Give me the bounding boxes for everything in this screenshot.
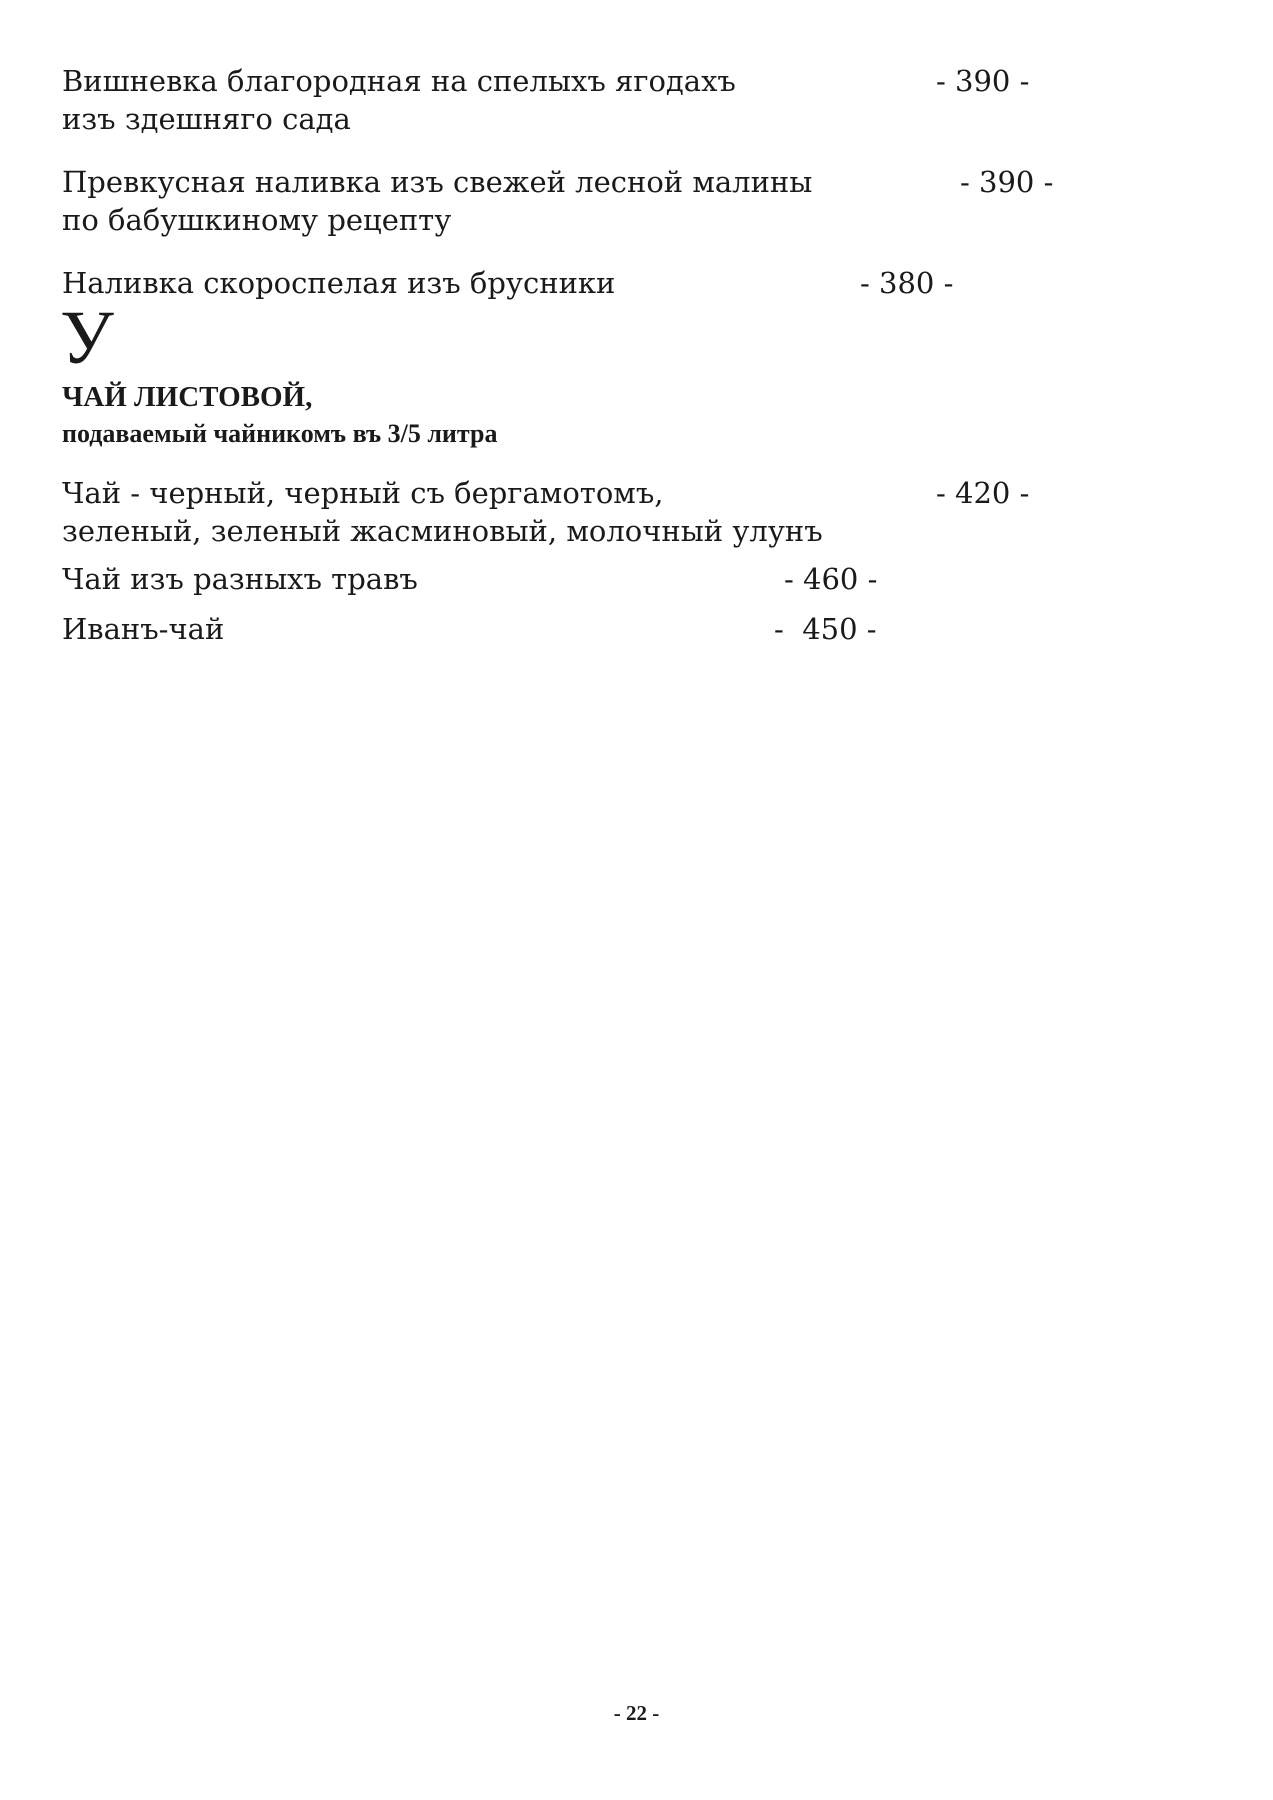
menu-item-price: - 390 -	[960, 165, 1054, 199]
page-number: - 22 -	[613, 1701, 660, 1725]
menu-item-ivan-tea	[62, 610, 224, 648]
section-title: ЧАЙ ЛИСТОВОЙ,	[62, 381, 313, 413]
menu-item-subtitle: зеленый, зеленый жасминовый, молочный улунъ	[62, 514, 823, 548]
menu-item-title: Чай изъ разныхъ травъ	[62, 562, 418, 596]
menu-item-price: - 420 -	[936, 476, 1030, 510]
menu-item-subtitle: по бабушкиному рецепту	[62, 203, 452, 237]
menu-item-tea-assortment	[62, 474, 823, 550]
menu-item-herbal-tea	[62, 560, 418, 598]
menu-item-subtitle: изъ здешняго сада	[62, 102, 351, 136]
section-letter: У	[60, 296, 114, 380]
menu-item-price: - 390 -	[936, 64, 1030, 98]
section-subtitle: подаваемый чайникомъ въ 3/5 литра	[62, 419, 498, 448]
menu-item-price: - 380 -	[860, 266, 954, 300]
menu-item-title: Иванъ-чай	[62, 612, 225, 646]
menu-item-title: Вишневка благородная на спелыхъ ягодахъ	[62, 64, 736, 98]
menu-item-price: - 460 -	[784, 562, 878, 596]
menu-item-title: Чай - черный, черный съ бергамотомъ,	[62, 476, 664, 510]
menu-item-raspberry-liqueur	[62, 163, 812, 239]
menu-item-price: - 450 -	[774, 612, 877, 646]
menu-item-lingonberry-liqueur	[62, 264, 615, 302]
menu-item-title: Наливка скороспелая изъ брусники	[62, 266, 616, 300]
menu-item-cherry-liqueur	[62, 62, 736, 138]
menu-item-title: Превкусная наливка изъ свежей лесной малины	[62, 165, 813, 199]
